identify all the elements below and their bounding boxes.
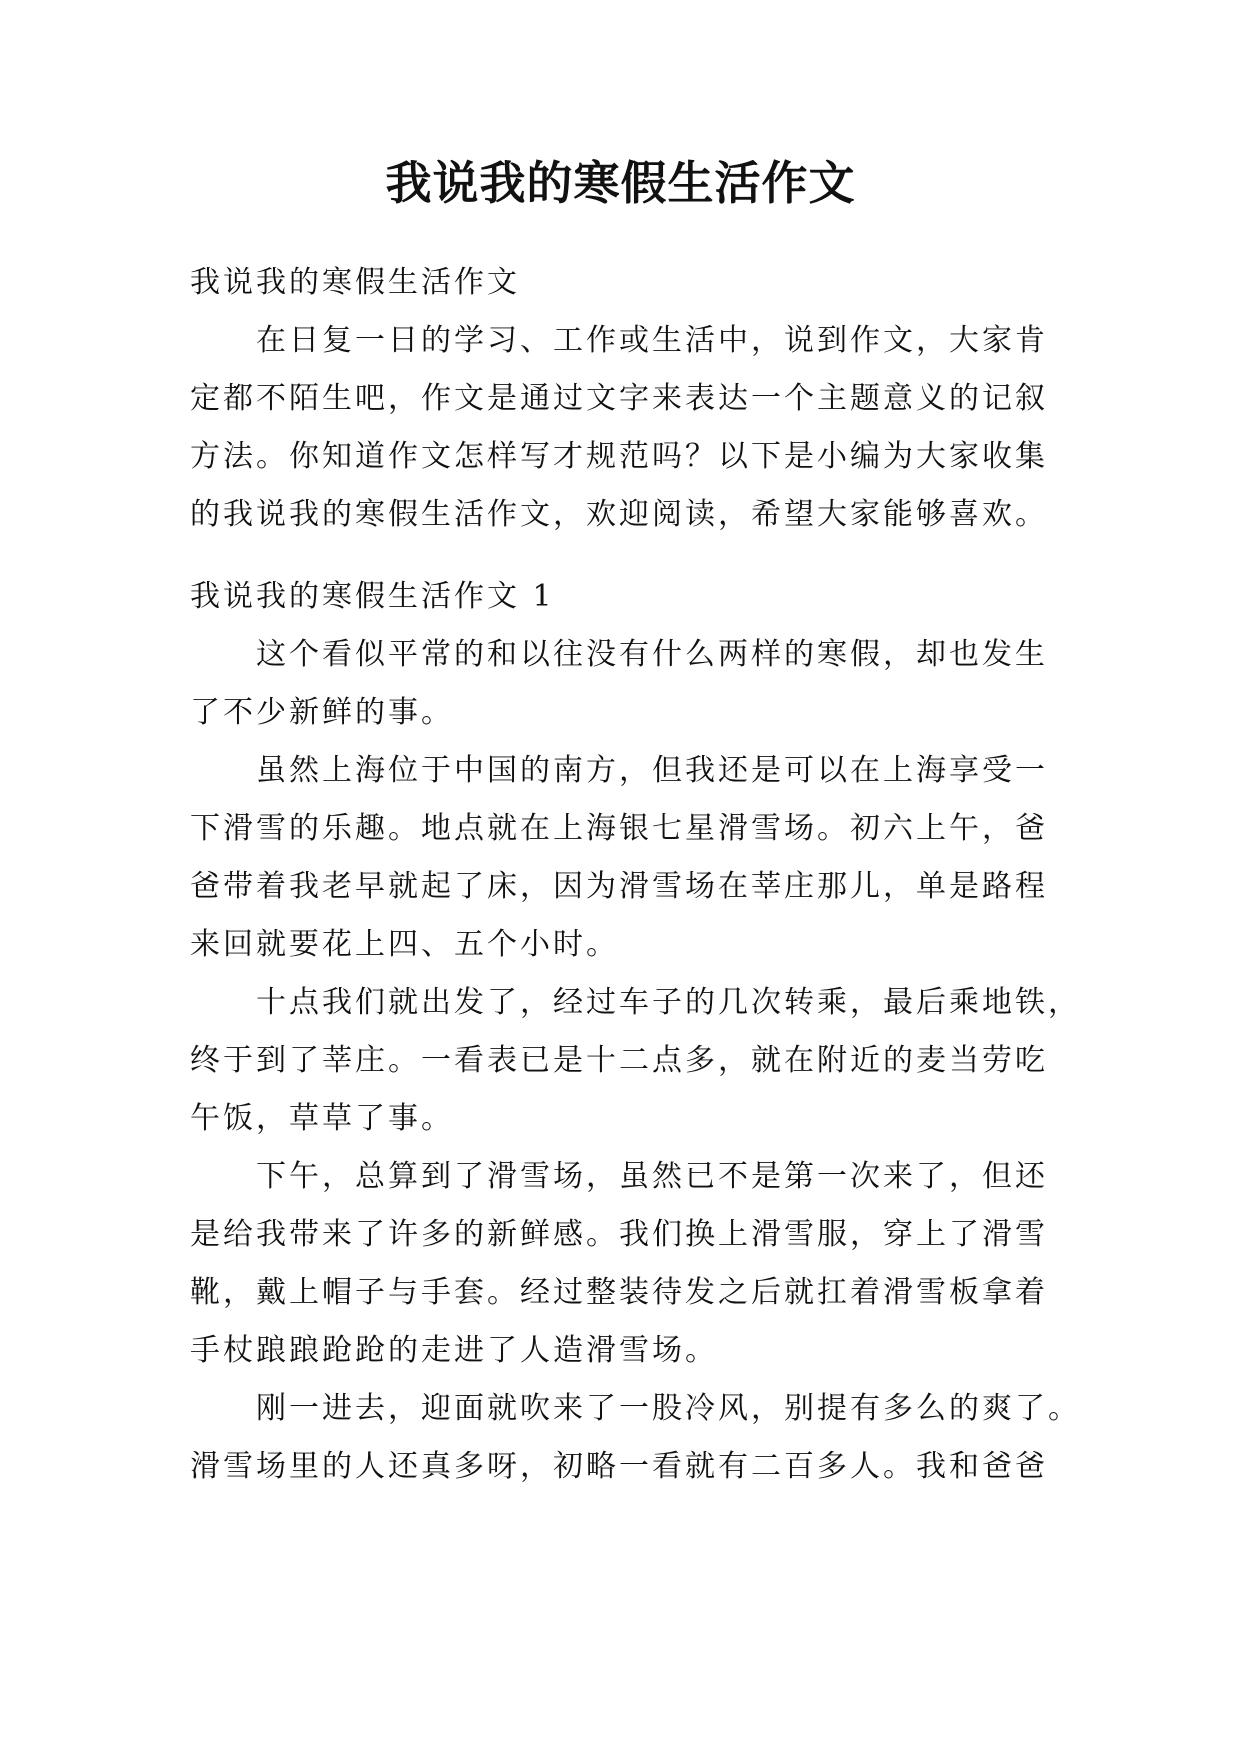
paragraph-line: 是给我带来了许多的新鲜感。我们换上滑雪服，穿上了滑雪 bbox=[190, 1217, 1048, 1252]
intro-line: 的我说我的寒假生活作文，欢迎阅读，希望大家能够喜欢。 bbox=[190, 497, 1048, 532]
paragraph-line: 下滑雪的乐趣。地点就在上海银七星滑雪场。初六上午，爸 bbox=[190, 811, 1048, 846]
document-title: 我说我的寒假生活作文 bbox=[385, 156, 856, 210]
essay-section bbox=[190, 568, 1081, 1496]
intro-line: 方法。你知道作文怎样写才规范吗？以下是小编为大家收集 bbox=[190, 439, 1048, 474]
paragraph-line: 午饭，草草了事。 bbox=[190, 1101, 454, 1136]
intro-heading: 我说我的寒假生活作文 bbox=[190, 265, 520, 300]
intro-line: 定都不陌生吧，作文是通过文字来表达一个主题意义的记叙 bbox=[190, 381, 1048, 416]
intro-section bbox=[190, 254, 1070, 544]
paragraph-line: 靴，戴上帽子与手套。经过整装待发之后就扛着滑雪板拿着 bbox=[190, 1275, 1048, 1310]
paragraph-line: 刚一进去，迎面就吹来了一股冷风，别提有多么的爽了。 bbox=[256, 1391, 1081, 1426]
paragraph-line: 虽然上海位于中国的南方，但我还是可以在上海享受一 bbox=[256, 753, 1048, 788]
paragraph-line: 十点我们就出发了，经过车子的几次转乘，最后乘地铁， bbox=[256, 985, 1081, 1020]
paragraph-line: 来回就要花上四、五个小时。 bbox=[190, 927, 619, 962]
paragraph-line: 手杖踉踉跄跄的走进了人造滑雪场。 bbox=[190, 1333, 718, 1368]
section-heading: 我说我的寒假生活作文 1 bbox=[190, 579, 555, 614]
paragraph-line: 终于到了莘庄。一看表已是十二点多，就在附近的麦当劳吃 bbox=[190, 1043, 1048, 1078]
paragraph-line: 爸带着我老早就起了床，因为滑雪场在莘庄那儿，单是路程 bbox=[190, 869, 1048, 904]
paragraph-line: 下午，总算到了滑雪场，虽然已不是第一次来了，但还 bbox=[256, 1159, 1048, 1194]
paragraph-line: 滑雪场里的人还真多呀，初略一看就有二百多人。我和爸爸 bbox=[190, 1449, 1048, 1484]
paragraph-line: 这个看似平常的和以往没有什么两样的寒假，却也发生 bbox=[256, 637, 1048, 672]
intro-line: 在日复一日的学习、工作或生活中，说到作文，大家肯 bbox=[256, 323, 1048, 358]
paragraph-line: 了不少新鲜的事。 bbox=[190, 695, 454, 730]
